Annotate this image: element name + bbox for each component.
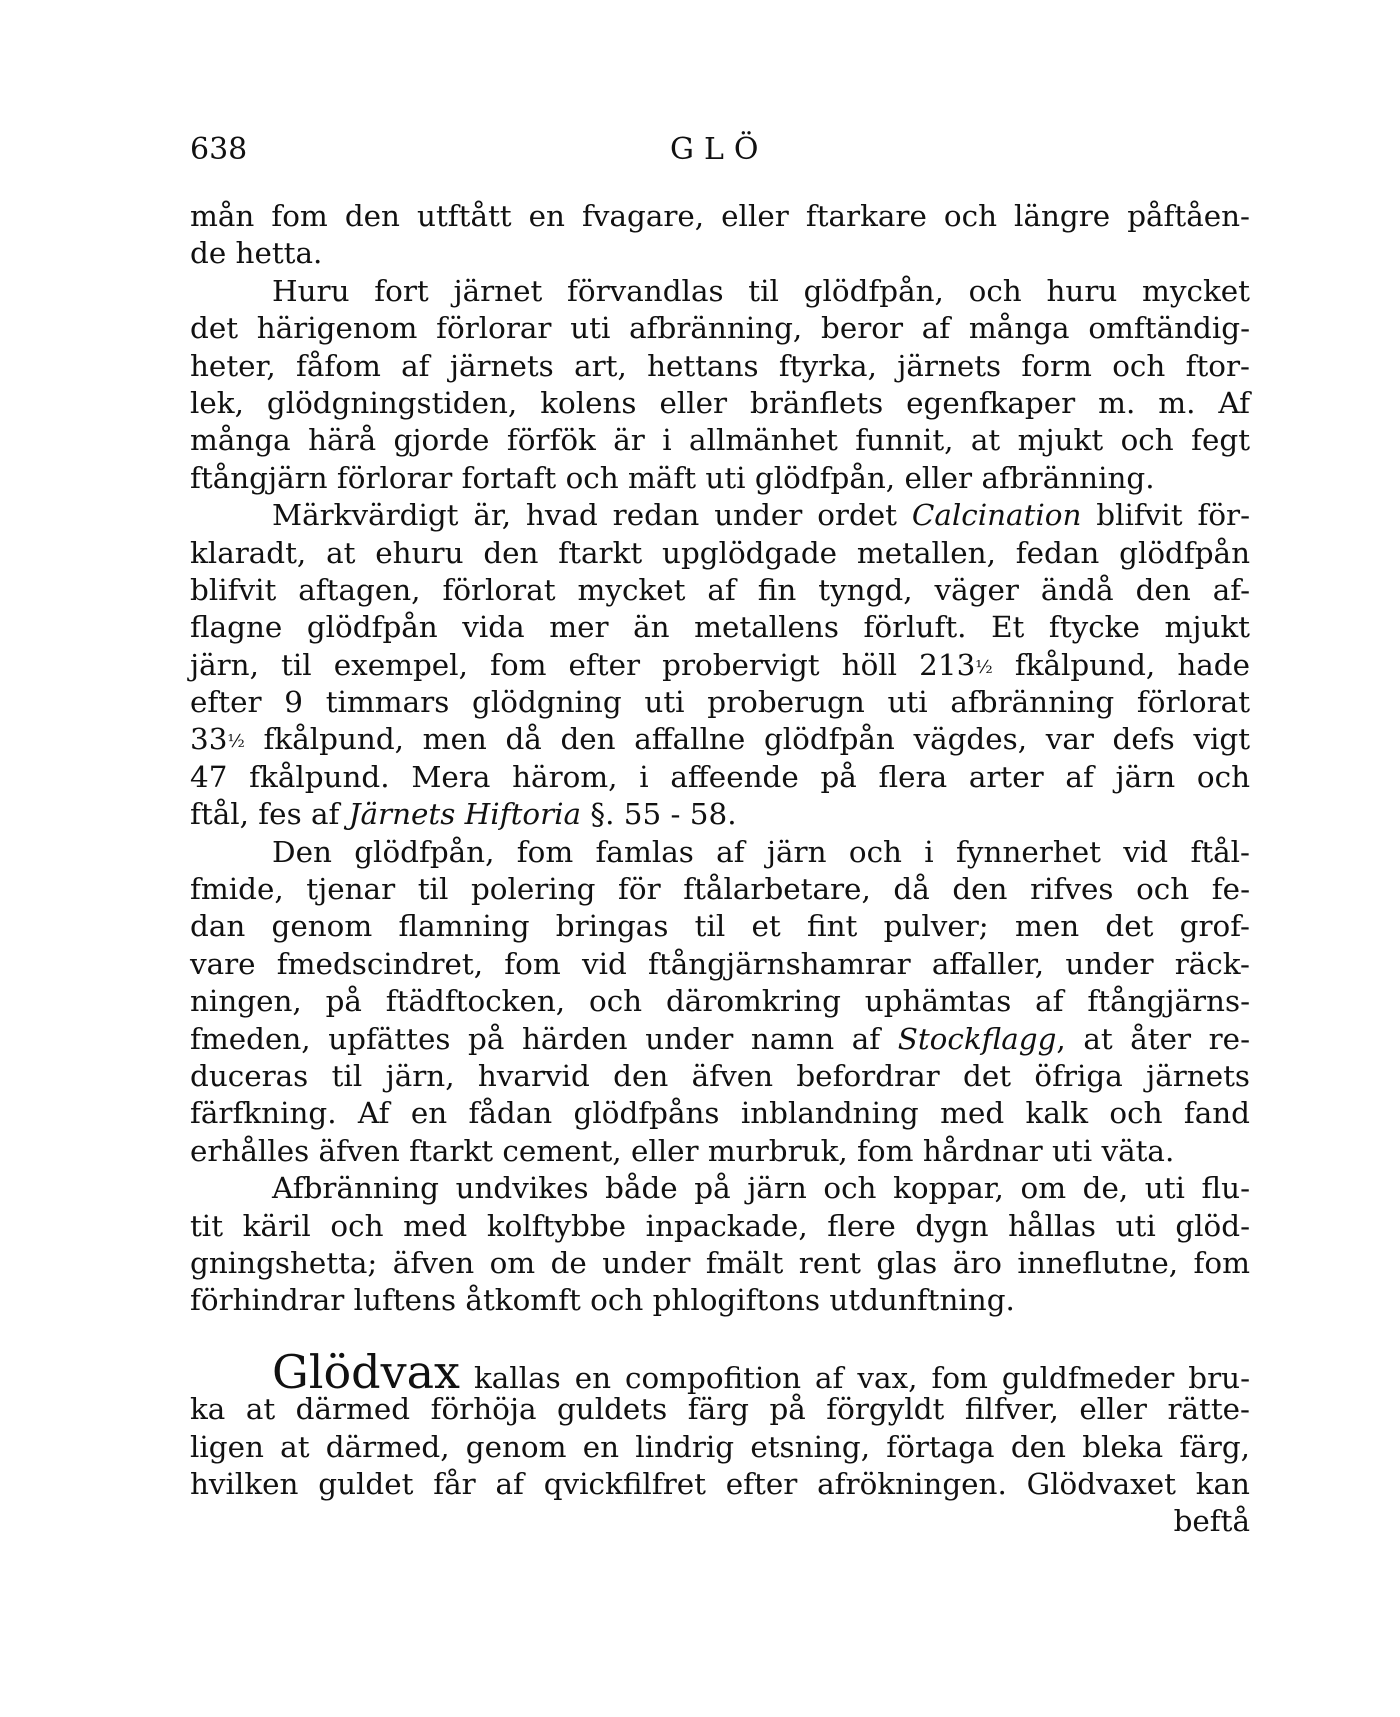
- text-line: 47 fkålpund. Mera härom, i affeende på flera arter af järn och: [190, 759, 1250, 794]
- text-line: ftål, fes af Järnets Hiftoria §. 55 - 58.: [190, 797, 737, 832]
- text-line: hvilken guldet får af qvickfilfret efter afrökningen. Glödvaxet kan: [190, 1466, 1250, 1501]
- text-line: förhindrar luftens åtkomft och phlogiftons utdunftning.: [190, 1283, 1015, 1318]
- text-line: järn, til exempel, fom efter probervigt höll 213½ fkålpund, hade: [190, 647, 1250, 682]
- text-line: flagne glödfpån vida mer än metallens förluft. Et ftycke mjukt: [190, 610, 1250, 645]
- text-line: efter 9 timmars glödgning uti proberugn uti afbränning förlorat: [190, 685, 1250, 720]
- catchword: beftå: [1173, 1504, 1250, 1539]
- text-line: heter, fåfom af järnets art, hettans ftyrka, järnets form och ftor-: [190, 348, 1250, 383]
- page-body: [190, 198, 1250, 1541]
- text-line: lek, glödgningstiden, kolens eller bränflets egenfkaper m. m. Af: [190, 385, 1250, 420]
- running-head: GLÖ: [670, 132, 769, 167]
- text-line: Märkvärdigt är, hvad redan under ordet Calcination blifvit för-: [272, 498, 1251, 533]
- text-line: gningshetta; äfven om de under fmält rent glas äro inneflutne, fom: [190, 1245, 1250, 1280]
- text-line: ningen, på ftädftocken, och däromkring uphämtas af ftångjärns-: [190, 984, 1250, 1019]
- text-line: klaradt, at ehuru den ftarkt upglödgade metallen, fedan glödfpån: [190, 535, 1250, 570]
- text-line: mån fom den utftått en fvagare, eller ftarkare och längre påftåen-: [190, 199, 1250, 233]
- text-line: dan genom flamning bringas til et fint pulver; men det grof-: [190, 909, 1250, 944]
- text-line: Den glödfpån, fom famlas af järn och i fynnerhet vid ftål-: [272, 834, 1250, 869]
- page-header: [190, 132, 1250, 182]
- text-line: ligen at därmed, genom en lindrig etsning, förtaga den bleka färg,: [190, 1429, 1250, 1464]
- fraction: ½: [227, 731, 245, 753]
- text-line: de hetta.: [190, 236, 323, 271]
- text-line: duceras til järn, hvarvid den äfven befordrar det öfriga järnets: [190, 1058, 1250, 1093]
- text-line: färfkning. Af en fådan glödfpåns inblandning med kalk och fand: [190, 1096, 1250, 1131]
- italic-term: Calcination: [911, 498, 1082, 533]
- fraction: ½: [975, 656, 993, 678]
- text-line: tit käril och med kolftybbe inpackade, flere dygn hållas uti glöd-: [190, 1208, 1250, 1243]
- text-line: fmide, tjenar til polering för ftålarbetare, då den rifves och fe-: [190, 872, 1250, 907]
- text-line: blifvit aftagen, förlorat mycket af fin tyngd, väger ändå den af-: [190, 572, 1250, 607]
- text-line: Huru fort järnet förvandlas til glödfpån, och huru mycket: [272, 273, 1250, 308]
- text-line: ftångjärn förlorar fortaft och mäft uti glödfpån, eller afbränning.: [190, 460, 1155, 495]
- entry-first-line: Glödvax kallas en compofition af vax, fom guldfmeder bru-: [272, 1344, 1250, 1399]
- italic-reference: Järnets Hiftoria: [348, 797, 582, 832]
- text-line: Afbränning undvikes både på järn och koppar, om de, uti flu-: [272, 1171, 1250, 1206]
- page-number: 638: [190, 132, 248, 167]
- text-line: fmeden, upfättes på härden under namn af Stockflagg, at åter re-: [190, 1021, 1250, 1056]
- text-line: många härå gjorde förfök är i allmänhet funnit, at mjukt och fegt: [190, 423, 1250, 458]
- text-line: det härigenom förlorar uti afbränning, beror af många omftändig-: [190, 311, 1250, 346]
- text-line: 33½ fkålpund, men då den affallne glödfpån vägdes, var defs vigt: [190, 722, 1251, 757]
- text-line: vare fmedscindret, fom vid ftångjärnshamrar affaller, under räck-: [190, 946, 1250, 981]
- text-line: ka at därmed förhöja guldets färg på förgyldt filfver, eller rätte-: [190, 1392, 1250, 1427]
- entry-headword: Glödvax: [272, 1344, 460, 1399]
- italic-term: Stockflagg: [897, 1021, 1057, 1056]
- text-line: erhålles äfven ftarkt cement, eller murbruk, fom hårdnar uti väta.: [190, 1133, 1175, 1168]
